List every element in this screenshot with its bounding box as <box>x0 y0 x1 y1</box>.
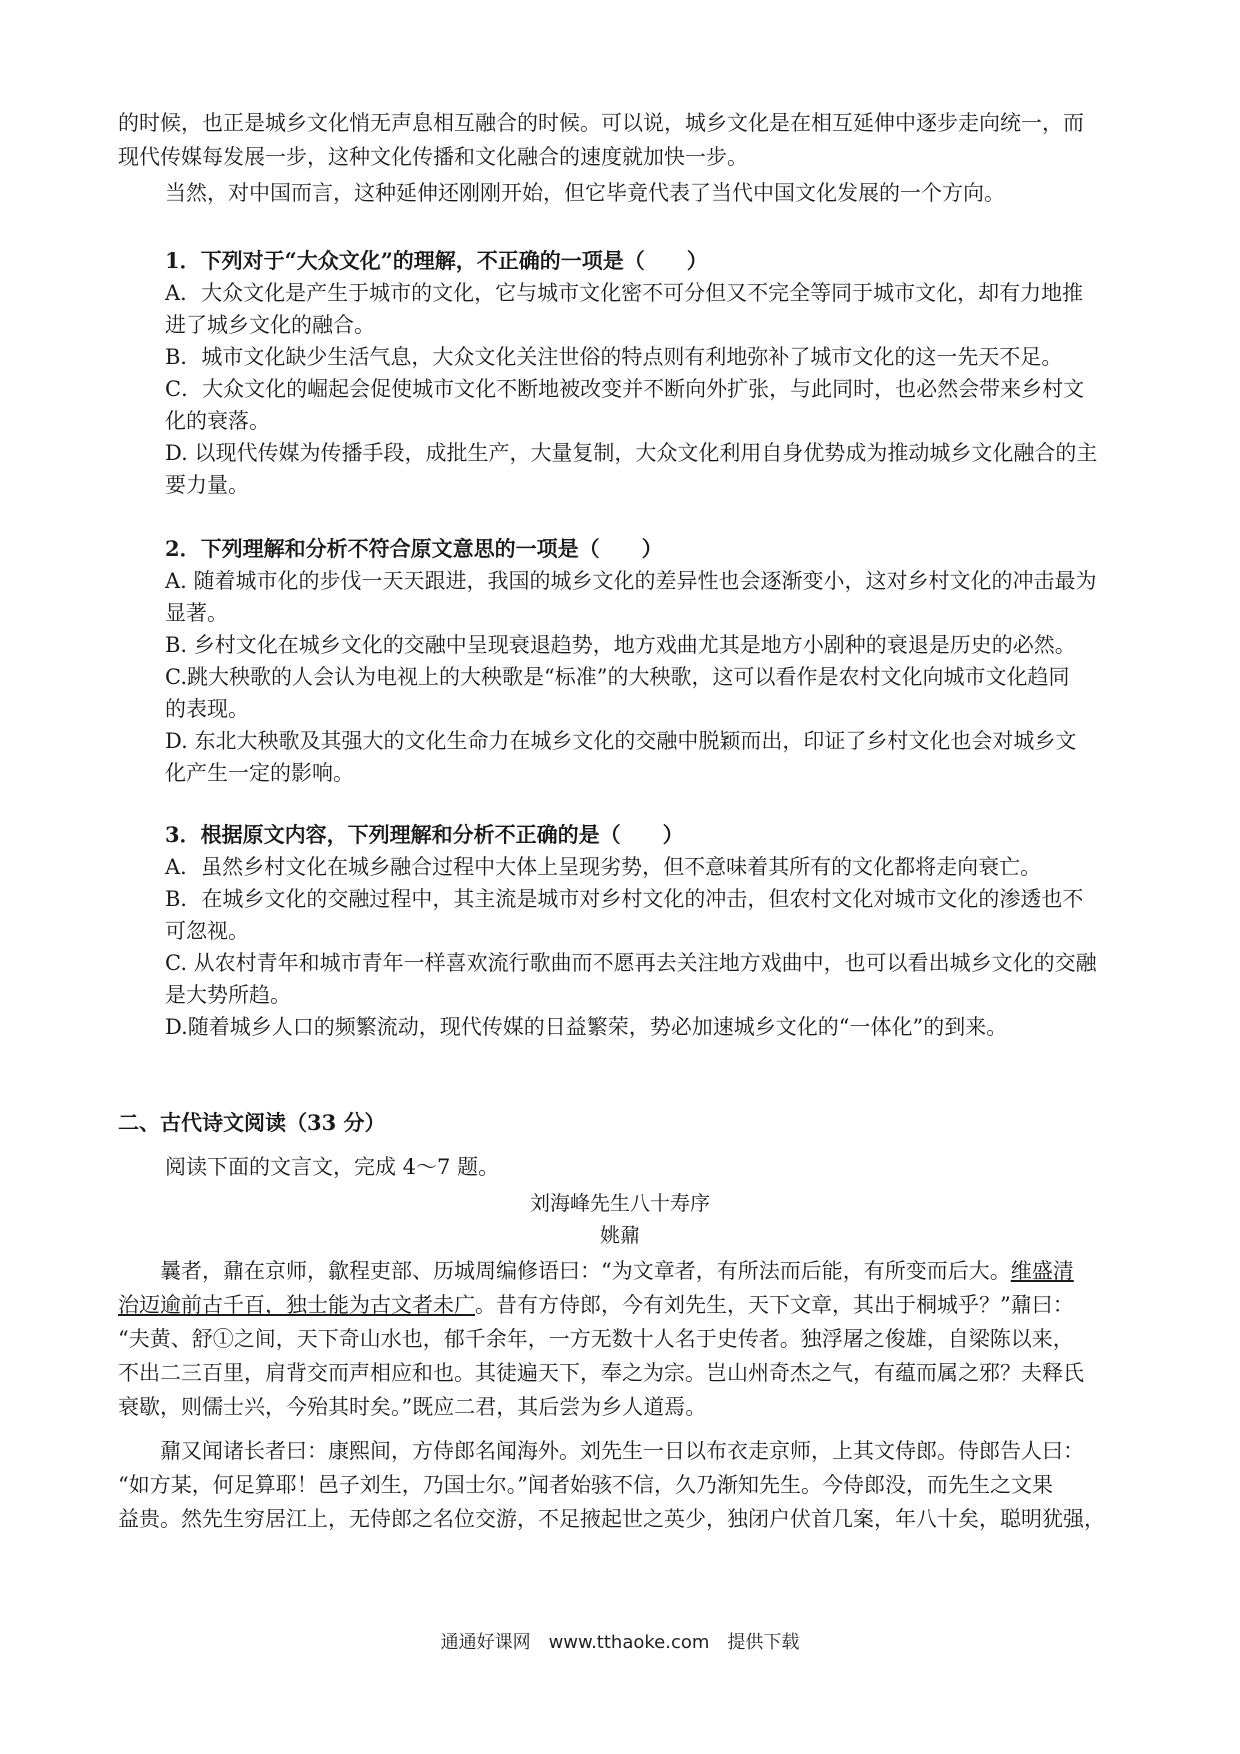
essay-title: 刘海峰先生八十寿序 <box>530 1191 710 1215</box>
underlined-phrase-2: 治迈逾前古千百，独士能为古文者未广 <box>118 1293 475 1317</box>
intro-line-2: 现代传媒每发展一步，这种文化传播和文化融合的速度就加快一步。 <box>118 145 748 169</box>
q2-option-b: B. 乡村文化在城乡文化的交融中呈现衰退趋势，地方戏曲尤其是地方小剧种的衰退是历史的必然。 <box>165 633 1076 657</box>
q1-option-d-line1: D. 以现代传媒为传播手段，成批生产，大量复制，大众文化利用自身优势成为推动城乡文化融合的主 <box>165 441 1098 465</box>
q3-option-b-line1: B．在城乡文化的交融过程中，其主流是城市对乡村文化的冲击，但农村文化对城市文化的渗透也不 <box>165 887 1084 911</box>
essay-p1-line2 <box>118 1288 1126 1322</box>
q1-option-a-line2: 进了城乡文化的融合。 <box>165 313 375 337</box>
q2-option-d-line2: 化产生一定的影响。 <box>165 761 354 785</box>
q3-option-c-line1: C. 从农村青年和城市青年一样喜欢流行歌曲而不愿再去关注地方戏曲中，也可以看出城乡文化的交融 <box>165 951 1097 975</box>
essay-p2-line2: “如方某，何足算耶！邑子刘生，乃国士尔。”闻者始骇不信，久乃渐知先生。今侍郎没，而先生之文果 <box>118 1473 1053 1497</box>
q3-option-b-line2: 可忽视。 <box>165 919 249 943</box>
q1-option-b: B．城市文化缺少生活气息，大众文化关注世俗的特点则有利地弥补了城市文化的这一先天不足。 <box>165 345 1063 369</box>
essay-p1-line1-text: 曩者，鼐在京师，歙程吏部、历城周编修语曰：“为文章者，有所法而后能，有所变而后大。 <box>160 1259 1011 1283</box>
q1-option-a-line1: A．大众文化是产生于城市的文化，它与城市文化密不可分但又不完全等同于城市文化，却有力地推 <box>165 281 1084 305</box>
q2-option-d-line1: D. 东北大秧歌及其强大的文化生命力在城乡文化的交融中脱颖而出，印证了乡村文化也会对城乡文 <box>165 729 1077 753</box>
essay-p1-line1 <box>118 1254 1126 1288</box>
essay-p1-line5: 衰歇，则儒士兴，今殆其时矣。”既应二君，其后尝为乡人道焉。 <box>118 1395 707 1419</box>
question-1-title: 1．下列对于“大众文化”的理解，不正确的一项是（ ） <box>165 248 708 273</box>
q2-option-c-line2: 的表现。 <box>165 697 249 721</box>
section-2-instruction: 阅读下面的文言文，完成 4～7 题。 <box>165 1155 500 1179</box>
essay-p1-line3: “夫黄、舒①之间，天下奇山水也，郁千余年，一方无数十人名于史传者。独浮屠之俊雄，自梁陈以来， <box>118 1327 1074 1351</box>
question-2-title: 2．下列理解和分析不符合原文意思的一项是（ ） <box>165 536 663 561</box>
section-2-heading: 二、古代诗文阅读（33 分） <box>118 1110 386 1135</box>
intro-paragraph-2: 当然，对中国而言，这种延伸还刚刚开始，但它毕竟代表了当代中国文化发展的一个方向。 <box>165 181 1005 205</box>
intro-line-1: 的时候，也正是城乡文化悄无声息相互融合的时候。可以说，城乡文化是在相互延伸中逐步走向统一，而 <box>118 111 1084 135</box>
q3-option-c-line2: 是大势所趋。 <box>165 983 291 1007</box>
q2-option-a-line1: A. 随着城市化的步伐一天天跟进，我国的城乡文化的差异性也会逐渐变小，这对乡村文化的冲击最为 <box>165 569 1097 593</box>
essay-p1-line2-text: 。昔有方侍郎，今有刘先生，天下文章，其出于桐城乎？”鼐曰： <box>475 1293 1074 1317</box>
q2-option-a-line2: 显著。 <box>165 601 228 625</box>
q2-option-c-line1: C.跳大秧歌的人会认为电视上的大秧歌是“标准”的大秧歌，这可以看作是农村文化向城市文化趋同 <box>165 665 1070 689</box>
q1-option-c-line2: 化的衰落。 <box>165 409 270 433</box>
question-3-title: 3．根据原文内容，下列理解和分析不正确的是（ ） <box>165 822 684 847</box>
q1-option-c-line1: C．大众文化的崛起会促使城市文化不断地被改变并不断向外扩张，与此同时，也必然会带来乡村文 <box>165 377 1085 401</box>
essay-p2-line3: 益贵。然先生穷居江上，无侍郎之名位交游，不足掖起世之英少，独闭户伏首几案，年八十矣，聪明犹强， <box>118 1507 1105 1531</box>
q3-option-a: A．虽然乡村文化在城乡融合过程中大体上呈现劣势，但不意味着其所有的文化都将走向衰亡。 <box>165 855 1042 879</box>
q3-option-d: D.随着城乡人口的频繁流动，现代传媒的日益繁荣，势必加速城乡文化的“一体化”的到来。 <box>165 1015 1008 1039</box>
footer-download-note: 通通好课网 www.tthaoke.com 提供下载 <box>440 1632 800 1653</box>
essay-p1-line4: 不出二三百里，肩背交而声相应和也。其徒遍天下，奉之为宗。岂山州奇杰之气，有蕴而属之邪？夫释氏 <box>118 1361 1084 1385</box>
underlined-phrase-1: 维盛清 <box>1010 1259 1074 1283</box>
essay-author: 姚鼐 <box>600 1223 640 1247</box>
q1-option-d-line2: 要力量。 <box>165 473 249 497</box>
essay-p2-line1: 鼐又闻诸长者曰：康熙间，方侍郎名闻海外。刘先生一日以布衣走京师，上其文侍郎。侍郎告人曰： <box>160 1439 1084 1463</box>
